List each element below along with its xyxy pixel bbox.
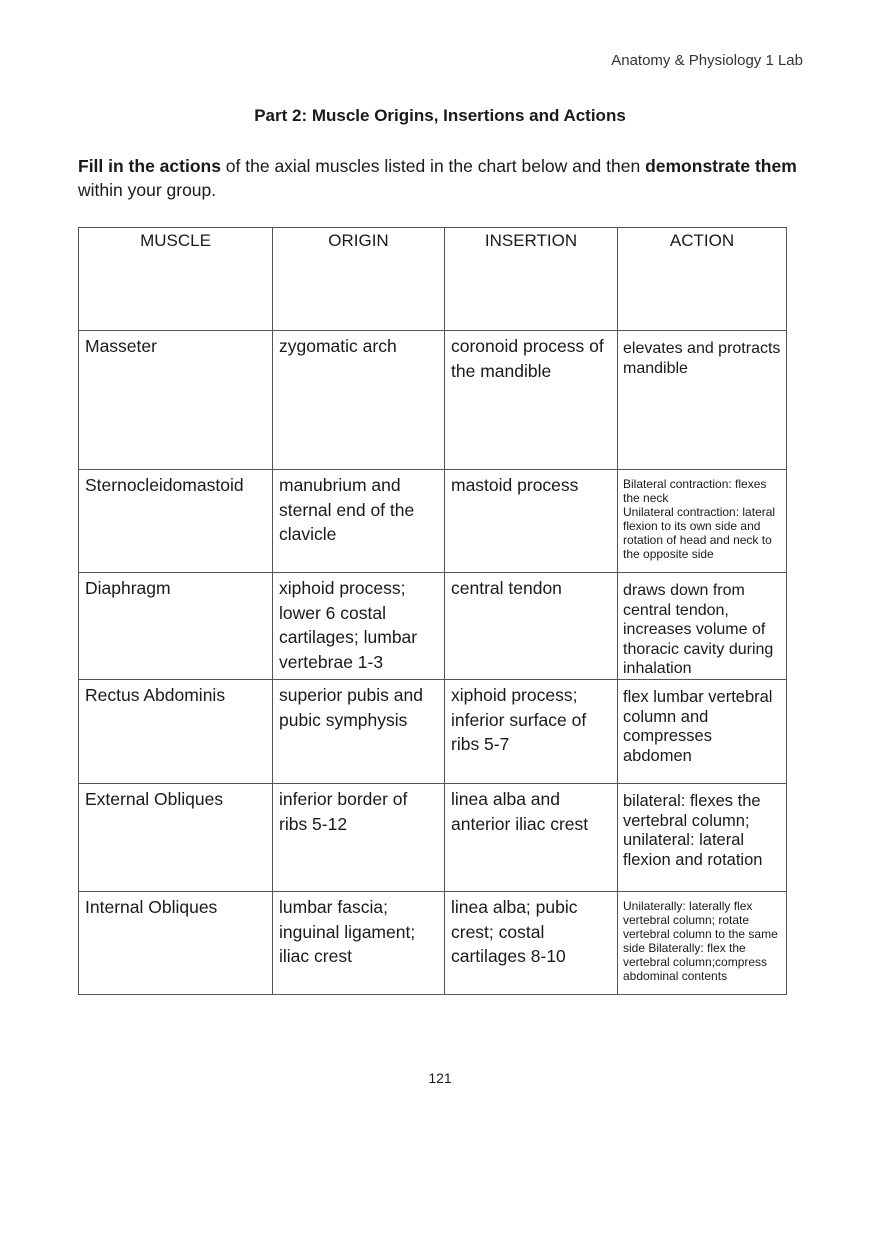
insertion-cell: linea alba; pubic crest; costal cartilages 8-10 (451, 897, 578, 966)
table-row (79, 331, 787, 470)
origin-cell: manubrium and sternal end of the clavicle (279, 475, 415, 544)
instructions-bold-1: Fill in the actions (78, 156, 221, 176)
muscle-cell: Diaphragm (85, 578, 171, 598)
action-cell: Unilaterally: laterally flex vertebral column; rotate vertebral column to the same side Bilaterally: flex the vertebral column;compress abdominal contents (623, 899, 778, 983)
muscle-chart (78, 227, 787, 995)
insertion-cell: linea alba and anterior iliac crest (451, 789, 589, 834)
muscle-cell: External Obliques (85, 789, 224, 809)
column-header-muscle: MUSCLE (79, 228, 273, 331)
muscle-cell: Internal Obliques (85, 897, 218, 917)
origin-cell: xiphoid process; lower 6 costal cartilages; lumbar vertebrae 1-3 (279, 578, 418, 672)
column-header-action: ACTION (618, 228, 787, 331)
table-row (79, 784, 787, 892)
insertion-cell: xiphoid process; inferior surface of ribs 5-7 (451, 685, 587, 754)
origin-cell: lumbar fascia; inguinal ligament; iliac crest (279, 897, 416, 966)
action-line: Unilateral contraction: lateral flexion to its own side and rotation of head and neck to the opposite side (623, 505, 776, 561)
action-cell: bilateral: flexes the vertebral column; unilateral: lateral flexion and rotation (623, 792, 763, 869)
course-header: Anatomy & Physiology 1 Lab (611, 52, 803, 69)
table-row (79, 680, 787, 784)
table-row (79, 892, 787, 995)
action-line: Bilateral contraction: flexes the neck (623, 477, 767, 505)
insertion-cell: mastoid process (451, 475, 579, 495)
page-title: Part 2: Muscle Origins, Insertions and Actions (254, 106, 626, 125)
action-cell: elevates and protracts mandible (623, 340, 781, 377)
origin-cell: superior pubis and pubic symphysis (279, 685, 423, 730)
table-row (79, 470, 787, 573)
action-cell (618, 470, 786, 561)
table-row (79, 573, 787, 680)
insertion-cell: coronoid process of the mandible (451, 336, 604, 381)
instructions (78, 154, 798, 202)
page-number: 121 (428, 1070, 452, 1086)
muscle-cell: Sternocleidomastoid (85, 475, 244, 495)
instructions-bold-2: demonstrate them (645, 156, 797, 176)
action-cell: flex lumbar vertebral column and compresses abdomen (623, 688, 773, 765)
origin-cell: inferior border of ribs 5-12 (279, 789, 408, 834)
insertion-cell: central tendon (451, 578, 562, 598)
column-header-origin: ORIGIN (273, 228, 445, 331)
muscle-cell: Masseter (85, 336, 157, 356)
instructions-text-2: within your group. (78, 180, 217, 200)
origin-cell: zygomatic arch (279, 336, 397, 356)
instructions-text-1: of the axial muscles listed in the chart below and then (220, 156, 646, 176)
header-row (79, 228, 787, 331)
column-header-insertion: INSERTION (445, 228, 618, 331)
action-cell: draws down from central tendon, increases volume of thoracic cavity during inhalation (623, 582, 774, 677)
muscle-cell: Rectus Abdominis (85, 685, 226, 705)
